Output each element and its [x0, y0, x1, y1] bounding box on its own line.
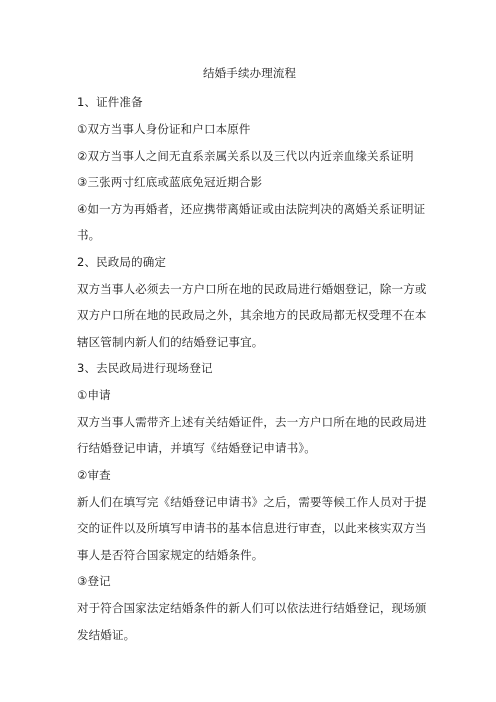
paragraph-line: 书。: [77, 228, 101, 242]
list-item: ③三张两寸红底或蓝底免冠近期合影: [77, 175, 263, 189]
section-heading-2: 2、民政局的确定: [77, 255, 167, 269]
subheading-register: ③登记: [77, 574, 111, 588]
list-item: ④如一方为再婚者，还应携带离婚证或由法院判决的离婚关系证明证: [77, 202, 426, 216]
section-heading-3: 3、去民政局进行现场登记: [77, 361, 213, 375]
subheading-review: ②审查: [77, 468, 111, 482]
paragraph-line: 双方户口所在地的民政局之外，其余地方的民政局都无权受理不在本: [77, 308, 427, 322]
paragraph-line: 双方当事人需带齐上述有关结婚证件，去一方户口所在地的民政局进: [77, 415, 427, 429]
list-item: ①双方当事人身份证和户口本原件: [77, 122, 251, 136]
paragraph-line: 对于符合国家法定结婚条件的新人们可以依法进行结婚登记，现场颁: [77, 601, 427, 615]
document-title: 结婚手续办理流程: [203, 66, 297, 80]
section-heading-1: 1、证件准备: [77, 95, 143, 109]
paragraph-line: 发结婚证。: [77, 628, 136, 642]
paragraph-line: 双方当事人必须去一方户口所在地的民政局进行婚姻登记，除一方或: [77, 282, 427, 296]
paragraph-line: 交的证件以及所填写申请书的基本信息进行审查，以此来核实双方当: [77, 521, 427, 535]
paragraph-line: 行结婚登记申请，并填写《结婚登记申请书》。: [77, 441, 316, 455]
paragraph-line: 新人们在填写完《结婚登记申请书》之后，需要等候工作人员对于提: [77, 495, 427, 509]
paragraph-line: 事人是否符合国家规定的结婚条件。: [77, 548, 264, 562]
paragraph-line: 辖区管制内新人们的结婚登记事宜。: [77, 335, 264, 349]
subheading-apply: ①申请: [77, 388, 111, 402]
list-item: ②双方当事人之间无直系亲属关系以及三代以内近亲血缘关系证明: [77, 149, 414, 163]
